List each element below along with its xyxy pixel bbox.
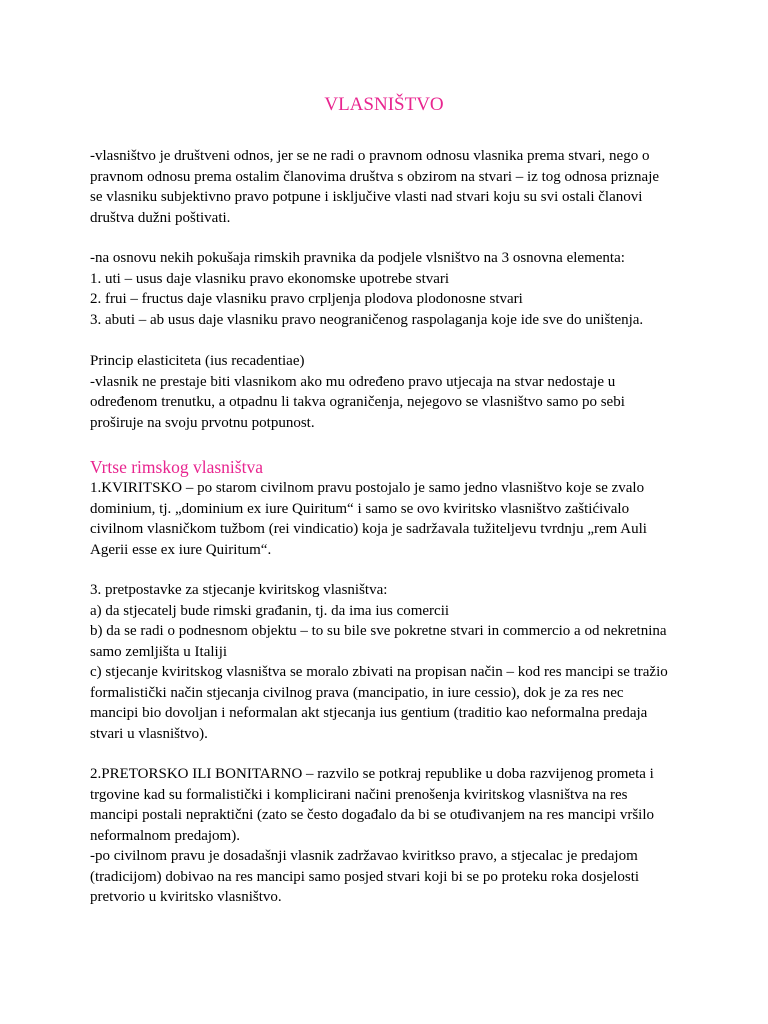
text-line: Princip elasticiteta (ius recadentiae)	[90, 353, 305, 369]
list-item: b) da se radi o podnesnom objektu – to su bile sve pokretne stvari in commercio a od nekretnina	[90, 623, 667, 639]
text-line: 1.KVIRITSKO – po starom civilnom pravu postojalo je samo jedno vlasništvo koje se zvalo	[90, 480, 645, 496]
paragraph-preconditions	[90, 580, 690, 744]
list-item: c) stjecanje kviritskog vlasništva se moralo zbivati na propisan način – kod res mancipi se tražio	[90, 664, 668, 680]
paragraph-elasticity	[90, 351, 690, 433]
text-line: mancipi bio dovoljan i neformalan akt stjecanja ius gentium (traditio kao neformalna predaja	[90, 705, 648, 721]
paragraph-elements	[90, 248, 690, 330]
text-line: se vlasniku subjektivno pravo potpune i isključive vlasti nad stvari koju su svi ostali članovi	[90, 189, 643, 205]
text-line: pretvorio u kviritsko vlasništvo.	[90, 889, 282, 905]
list-item: 2. frui – fructus daje vlasniku pravo crpljenja plodova plodonosne stvari	[90, 291, 523, 307]
paragraph-definition	[90, 146, 690, 228]
text-line: proširuje na svoju prvotnu potpunost.	[90, 414, 315, 431]
text-line: 3. pretpostavke za stjecanje kviritskog vlasništva:	[90, 582, 388, 598]
text-line: -po civilnom pravu je dosadašnji vlasnik zadržavao kviritkso pravo, a stjecalac je predajom	[90, 848, 638, 864]
text-line: dominium, tj. „dominium ex iure Quiritum“ i samo se ovo kviritsko vlasništvo zaštićivalo	[90, 500, 630, 517]
paragraph-kviritsko	[90, 478, 690, 560]
text-line: Agerii esse ex iure Quiritum“.	[90, 541, 272, 558]
list-item: 3. abuti – ab usus daje vlasniku pravo neograničenog raspolaganja koje ide sve do uništenja.	[90, 311, 644, 328]
text-line: mancipi postali nepraktični (zato se često događalo da bi se otuđivanjem na res mancipi vršilo	[90, 807, 655, 823]
text-line: formalistički način stjecanja civilnog prava (mancipatio, in iure cessio), dok je za res nec	[90, 684, 624, 701]
list-item: 1. uti – usus daje vlasniku pravo ekonomske upotrebe stvari	[90, 270, 450, 287]
text-line: stvari u vlasništvo).	[90, 725, 208, 742]
text-line: -vlasništvo je društveni odnos, jer se ne radi o pravnom odnosu vlasnika prema stvari, nego o	[90, 148, 650, 164]
text-line: određenom trenutku, a otpadnu li takva ograničenja, nejegovo se vlasništvo samo po sebi	[90, 394, 625, 410]
text-line: neformalnom predajom).	[90, 827, 240, 844]
section-heading: Vrtse rimskog vlasništva	[90, 457, 263, 477]
document-title: VLASNIŠTVO	[324, 94, 444, 115]
text-line: samo zemljišta u Italiji	[90, 643, 228, 660]
text-line: -vlasnik ne prestaje biti vlasnikom ako mu određeno pravo utjecaja na stvar nedostaje u	[90, 373, 616, 390]
text-line: trgovine kad su formalistički i komplicirani načini prenošenja kviritskog vlasništva na res	[90, 786, 628, 803]
text-line: civilnom vlasničkom tužbom (rei vindicatio) koja je sadržavala tužiteljevu tvrdnju „rem Auli	[90, 521, 647, 537]
text-line: (tradicijom) dobivao na res mancipi samo posjed stvari koji bi se po proteku roka dosjelosti	[90, 868, 640, 885]
text-line: društva dužni poštivati.	[90, 209, 231, 226]
paragraph-pretorsko	[90, 764, 690, 908]
text-line: pravnom odnosu prema ostalim članovima društva s obzirom na stvari – iz tog odnosa priznaje	[90, 168, 660, 185]
text-line: 2.PRETORSKO ILI BONITARNO – razvilo se potkraj republike u doba razvijenog prometa i	[90, 766, 654, 782]
text-line: -na osnovu nekih pokušaja rimskih pravnika da podjele vlsništvo na 3 osnovna elementa:	[90, 250, 625, 266]
list-item: a) da stjecatelj bude rimski građanin, tj. da ima ius comercii	[90, 602, 450, 619]
